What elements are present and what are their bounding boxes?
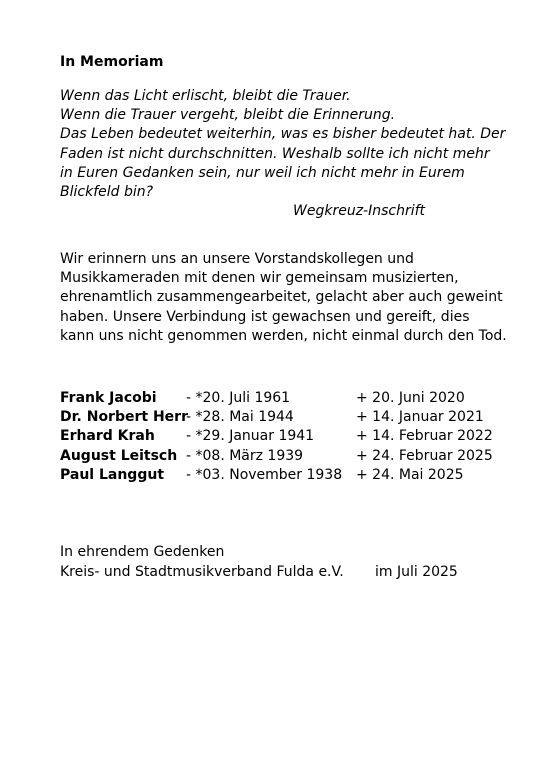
member-name: Paul Langgut <box>60 466 165 483</box>
closing-line: In ehrendem Gedenken <box>60 544 225 560</box>
quote-line: Faden ist nicht durchschnitten. Weshalb sollte ich nicht mehr <box>60 145 490 162</box>
member-row <box>60 389 530 408</box>
member-row <box>60 466 530 485</box>
member-name: Erhard Krah <box>60 428 155 445</box>
member-death-date: + 24. Mai 2025 <box>356 466 464 483</box>
quote-line: Wenn die Trauer vergeht, bleibt die Erinnerung. <box>60 107 396 124</box>
memorial-quote <box>60 87 530 202</box>
paragraph-line: ehrenamtlich zusammengearbeitet, gelacht aber auch geweint <box>60 289 503 306</box>
organization-name: Kreis- und Stadtmusikverband Fulda e.V. <box>60 563 344 580</box>
paragraph-line: haben. Unsere Verbindung ist gewachsen und gereift, dies <box>60 308 470 325</box>
member-birth-date: - *20. Juli 1961 <box>186 390 291 406</box>
paragraph-line: kann uns nicht genommen werden, nicht einmal durch den Tod. <box>60 327 507 344</box>
member-death-date: + 24. Februar 2025 <box>356 447 493 464</box>
remembrance-paragraph <box>60 250 530 346</box>
closing-section <box>60 543 530 582</box>
member-name: Dr. Norbert Herr <box>60 409 188 426</box>
member-birth-date: - *29. Januar 1941 <box>186 428 315 445</box>
member-row <box>60 447 530 466</box>
quote-source: Wegkreuz-Inschrift <box>293 203 426 219</box>
member-death-date: + 20. Juni 2020 <box>356 390 465 406</box>
page-title: In Memoriam <box>60 54 164 70</box>
quote-line: in Euren Gedanken sein, nur weil ich nicht mehr in Eurem <box>60 164 465 181</box>
member-death-date: + 14. Januar 2021 <box>356 409 484 426</box>
member-row <box>60 427 530 446</box>
member-birth-date: - *03. November 1938 <box>186 466 343 483</box>
closing-date: im Juli 2025 <box>375 563 458 580</box>
deceased-members-list <box>60 389 530 485</box>
member-birth-date: - *08. März 1939 <box>186 447 304 464</box>
quote-line: Wenn das Licht erlischt, bleibt die Trauer. <box>60 88 351 104</box>
paragraph-line: Wir erinnern uns an unsere Vorstandskollegen und <box>60 251 414 267</box>
paragraph-line: Musikkameraden mit denen wir gemeinsam musizierten, <box>60 270 459 287</box>
member-death-date: + 14. Februar 2022 <box>356 428 493 445</box>
quote-line: Das Leben bedeutet weiterhin, was es bisher bedeutet hat. Der <box>60 126 506 143</box>
member-row <box>60 408 530 427</box>
member-name: August Leitsch <box>60 447 178 464</box>
member-name: Frank Jacobi <box>60 390 157 406</box>
quote-line: Blickfeld bin? <box>60 184 154 201</box>
member-birth-date: - *28. Mai 1944 <box>186 409 294 426</box>
closing-signature-line <box>60 563 530 583</box>
